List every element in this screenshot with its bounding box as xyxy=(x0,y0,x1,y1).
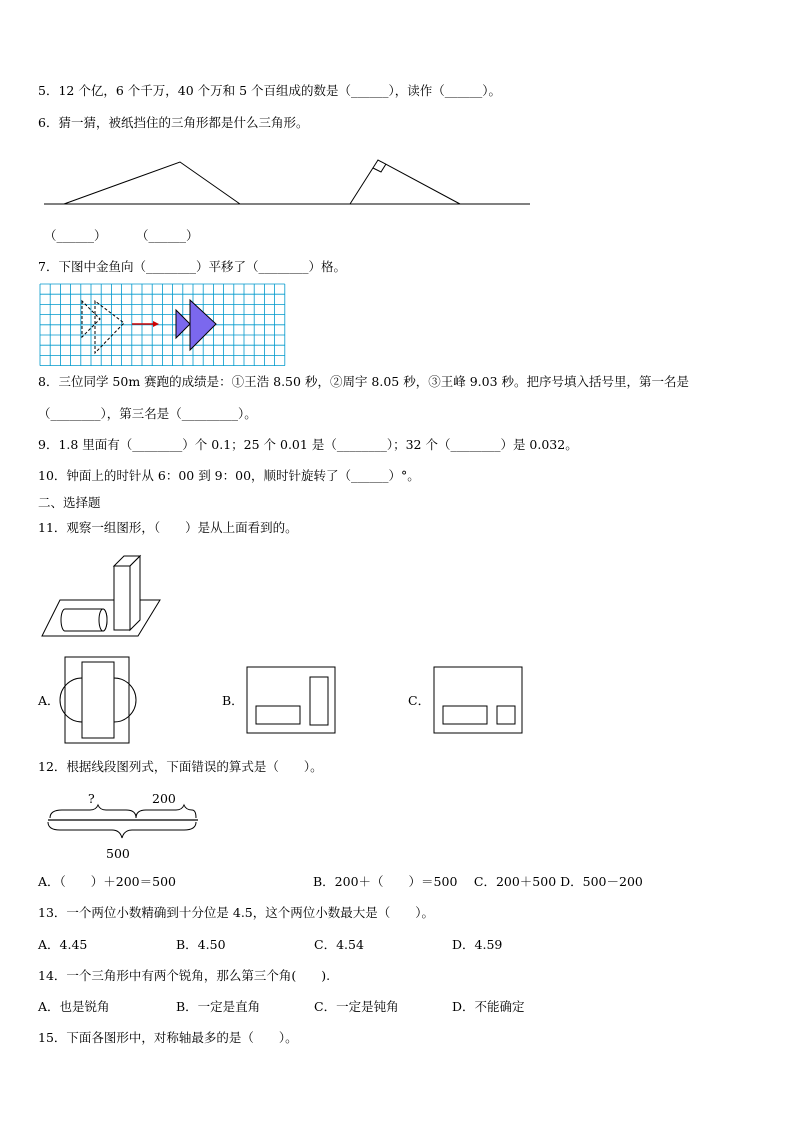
question-6: 6．猜一猜，被纸挡住的三角形都是什么三角形。 xyxy=(38,115,309,130)
question-10: 10．钟面上的时针从 6：00 到 9：00，顺时针旋转了（______）°。 xyxy=(38,468,420,483)
question-8-line-2: （________），第三名是（_________）。 xyxy=(38,406,257,421)
question-14: 14．一个三角形中有两个锐角，那么第三个角( ). xyxy=(38,968,331,983)
question-13: 13．一个两位小数精确到十分位是 4.5，这个两位小数最大是（ ）。 xyxy=(38,905,435,920)
hidden-triangles-figure xyxy=(40,150,540,210)
q6-answer-blank-1[interactable]: （______） xyxy=(44,228,107,243)
q12-options-bcd[interactable]: B．200＋（ ）＝500 C．200＋500 D．500－200 xyxy=(313,874,643,889)
q14-option-c[interactable]: C．一定是钝角 xyxy=(314,999,399,1014)
q13-option-a[interactable]: A．4.45 xyxy=(38,937,88,952)
question-5: 5．12 个亿，6 个千万，40 个万和 5 个百组成的数是（______），读作（______）。 xyxy=(38,83,502,98)
goldfish-grid-figure xyxy=(40,284,286,366)
q14-option-b[interactable]: B．一定是直角 xyxy=(176,999,261,1014)
q13-option-c[interactable]: C．4.54 xyxy=(314,937,364,952)
q11-option-b[interactable]: B． xyxy=(222,693,244,708)
q14-option-a[interactable]: A．也是锐角 xyxy=(38,999,110,1014)
line-segment-diagram xyxy=(44,786,204,862)
q13-option-d[interactable]: D．4.59 xyxy=(452,937,503,952)
grid-lines xyxy=(40,284,285,366)
unknown-label: ? xyxy=(88,791,95,806)
question-7: 7．下图中金鱼向（________）平移了（________）格。 xyxy=(38,259,346,274)
q12-option-a[interactable]: A．（ ）＋200＝500 xyxy=(38,874,176,889)
q11-option-a[interactable]: A． xyxy=(38,693,60,708)
q6-answer-blank-2[interactable]: （______） xyxy=(136,228,199,243)
solids-figure xyxy=(40,550,165,640)
question-9: 9．1.8 里面有（________）个 0.1；25 个 0.01 是（________）；32 个（________）是 0.032。 xyxy=(38,437,578,452)
part-label: 200 xyxy=(152,791,176,806)
move-arrow-head xyxy=(153,321,159,327)
question-12: 12．根据线段图列式，下面错误的算式是（ ）。 xyxy=(38,759,323,774)
q14-option-d[interactable]: D．不能确定 xyxy=(452,999,525,1014)
total-label: 500 xyxy=(106,846,130,861)
q11-option-c-figure[interactable] xyxy=(433,666,523,734)
q11-option-c[interactable]: C． xyxy=(408,693,431,708)
section-heading-choice: 二、选择题 xyxy=(38,495,101,510)
q11-option-a-figure[interactable] xyxy=(64,656,130,744)
question-11: 11．观察一组图形，（ ）是从上面看到的。 xyxy=(38,520,298,535)
question-15: 15．下面各图形中，对称轴最多的是（ ）。 xyxy=(38,1030,298,1045)
q13-option-b[interactable]: B．4.50 xyxy=(176,937,226,952)
question-8-line-1: 8．三位同学 50m 赛跑的成绩是：①王浩 8.50 秒，②周宇 8.05 秒，③王峰 9.03 秒。把序号填入括号里，第一名是 xyxy=(38,374,689,389)
q11-option-b-figure[interactable] xyxy=(246,666,336,734)
